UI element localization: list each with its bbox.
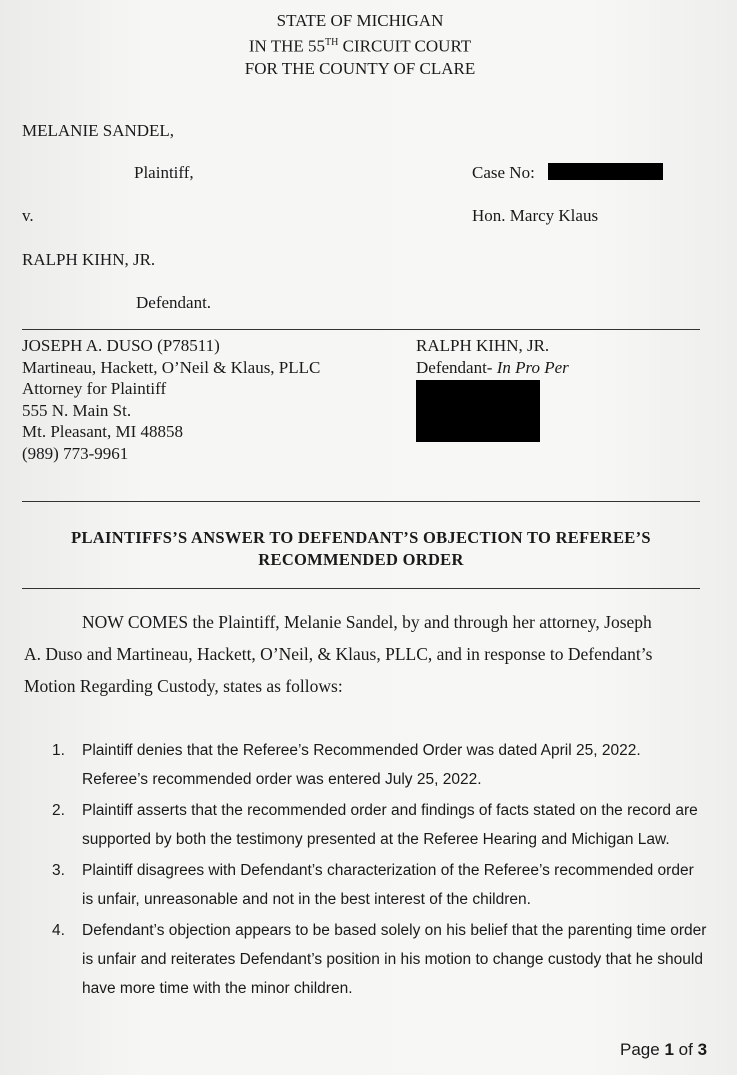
defendant-counsel-name: RALPH KIHN, JR. <box>416 336 550 355</box>
case-number-label: Case No: <box>472 163 535 182</box>
document-title <box>22 527 700 571</box>
caption-divider <box>22 329 700 330</box>
plaintiff-counsel-block <box>22 335 320 464</box>
item-number: 1. <box>52 742 65 759</box>
item-line: is unfair, unreasonable and not in the best interest of the children. <box>82 891 531 908</box>
paragraph-line: Motion Regarding Custody, states as follows: <box>24 676 343 696</box>
paragraph-line: A. Duso and Martineau, Hackett, O’Neil, & Klaus, PLLC, and in response to Defendant’s <box>24 644 653 664</box>
counsel-line: 555 N. Main St. <box>22 400 132 420</box>
court-name: IN THE 55TH CIRCUIT COURT <box>248 36 472 56</box>
item-line: have more time with the minor children. <box>82 980 353 997</box>
list-item <box>48 856 713 914</box>
list-item <box>48 736 713 794</box>
court-header <box>0 10 720 80</box>
item-line: Plaintiff denies that the Referee’s Recommended Order was dated April 25, 2022. <box>82 742 641 759</box>
defendant-name: RALPH KIHN, JR. <box>22 250 156 269</box>
defendant-counsel-role: Defendant- In Pro Per <box>416 357 569 377</box>
case-number-redaction <box>548 163 663 180</box>
item-line: supported by both the testimony presented at the Referee Hearing and Michigan Law. <box>82 831 670 848</box>
list-item <box>48 796 713 854</box>
title-line: PLAINTIFFS’S ANSWER TO DEFENDANT’S OBJECTION TO REFEREE’S <box>71 528 651 547</box>
item-line: Plaintiff disagrees with Defendant’s characterization of the Referee’s recommended order <box>82 862 694 879</box>
court-county: FOR THE COUNTY OF CLARE <box>244 58 476 78</box>
defendant-address-redaction <box>416 380 540 442</box>
item-number: 4. <box>52 922 65 939</box>
counsel-line: Mt. Pleasant, MI 48858 <box>22 422 184 441</box>
defendant-counsel-block <box>416 335 569 378</box>
counsel-line: JOSEPH A. DUSO (P78511) <box>22 336 220 355</box>
plaintiff-role: Plaintiff, <box>134 163 194 182</box>
plaintiff-name: MELANIE SANDEL, <box>22 121 175 140</box>
item-line: is unfair and reiterates Defendant’s position in his motion to change custody that he should <box>82 951 703 968</box>
item-line: Plaintiff asserts that the recommended order and findings of facts stated on the record are <box>82 802 698 819</box>
counsel-divider <box>22 501 700 502</box>
intro-paragraph <box>24 606 652 702</box>
counsel-line: (989) 773-9961 <box>22 443 129 463</box>
list-item <box>48 916 713 1003</box>
counsel-line: Martineau, Hackett, O’Neil & Klaus, PLLC <box>22 357 321 377</box>
title-divider <box>22 588 700 589</box>
paragraph-line: NOW COMES the Plaintiff, Melanie Sandel, by and through her attorney, Joseph <box>82 612 652 632</box>
counsel-line: Attorney for Plaintiff <box>22 379 167 398</box>
court-state: STATE OF MICHIGAN <box>276 11 444 30</box>
versus: v. <box>22 206 34 225</box>
judge-name: Hon. Marcy Klaus <box>472 206 599 225</box>
title-line: RECOMMENDED ORDER <box>258 550 464 569</box>
page-number: Page 1 of 3 <box>620 1040 708 1059</box>
numbered-list <box>48 736 713 1004</box>
defendant-role: Defendant. <box>136 293 212 312</box>
item-number: 3. <box>52 862 65 879</box>
item-line: Referee’s recommended order was entered July 25, 2022. <box>82 771 482 788</box>
item-number: 2. <box>52 802 65 819</box>
item-line: Defendant’s objection appears to be based solely on his belief that the parenting time order <box>82 922 707 939</box>
